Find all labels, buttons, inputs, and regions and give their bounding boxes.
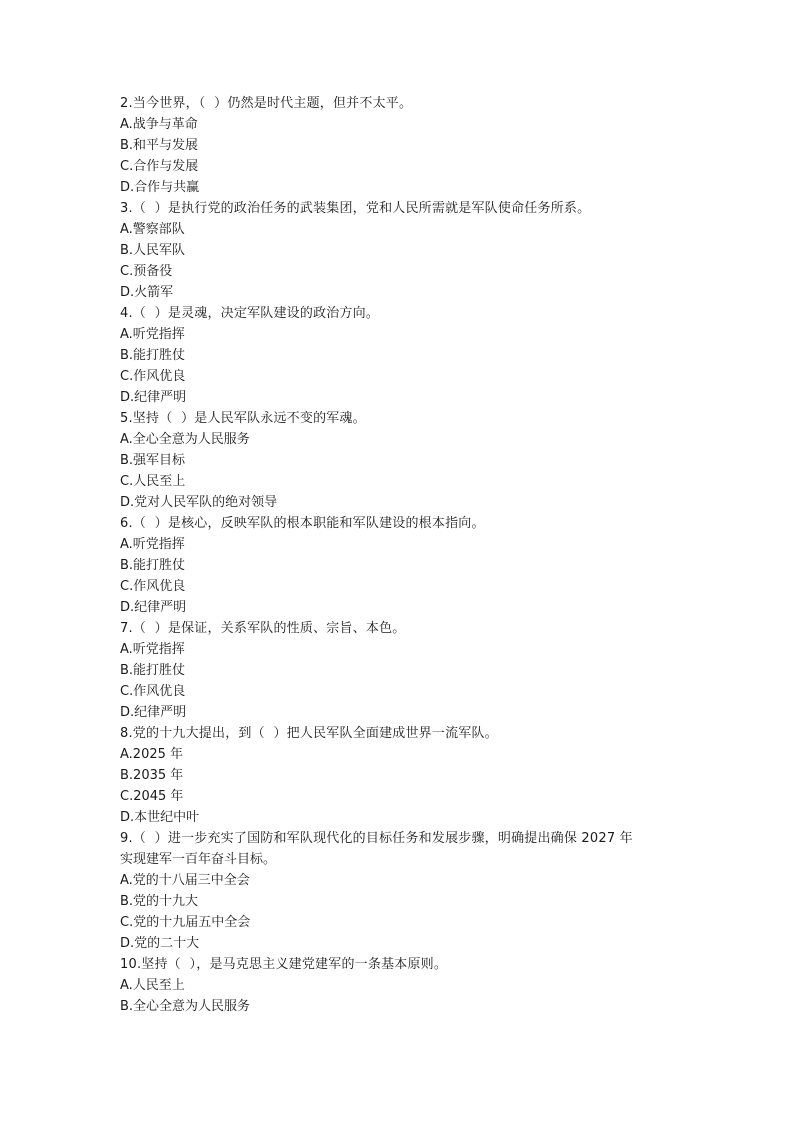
question-stem: 7.（ ）是保证，关系军队的性质、宗旨、本色。 [120,621,406,636]
option: D.党的二十大 [120,936,200,951]
option: B.人民军队 [120,243,186,258]
option: B.和平与发展 [120,138,199,153]
document-page [120,93,720,1017]
option: C.作风优良 [120,684,186,699]
option: D.合作与共赢 [120,180,200,195]
question-stem: 6.（ ）是核心，反映军队的根本职能和军队建设的根本指向。 [120,516,485,531]
option: C.2045 年 [120,789,184,804]
option: A.2025 年 [120,747,184,762]
option: D.纪律严明 [120,705,187,720]
option: A.战争与革命 [120,117,198,132]
option: C.合作与发展 [120,159,199,174]
option: A.听党指挥 [120,327,185,342]
option: B.2035 年 [120,768,184,783]
option: A.党的十八届三中全会 [120,873,250,888]
question-stem: 9.（ ）进一步充实了国防和军队现代化的目标任务和发展步骤，明确提出确保 2027 年 [120,831,633,846]
question-stem-continuation: 实现建军一百年奋斗目标。 [120,852,277,867]
option: B.能打胜仗 [120,558,186,573]
question-stem: 10.坚持（ ），是马克思主义建党建军的一条基本原则。 [120,957,448,972]
option: C.党的十九届五中全会 [120,915,251,930]
option: A.人民至上 [120,978,185,993]
option: B.能打胜仗 [120,348,186,363]
option: D.党对人民军队的绝对领导 [120,495,278,510]
option: B.全心全意为人民服务 [120,999,251,1014]
option: A.全心全意为人民服务 [120,432,250,447]
question-stem: 2.当今世界，（ ）仍然是时代主题，但并不太平。 [120,96,413,111]
question-stem: 4.（ ）是灵魂，决定军队建设的政治方向。 [120,306,380,321]
question-stem: 8.党的十九大提出，到（ ）把人民军队全面建成世界一流军队。 [120,726,498,741]
option: A.听党指挥 [120,642,185,657]
option: D.火箭军 [120,285,174,300]
option: C.人民至上 [120,474,186,489]
question-stem: 3.（ ）是执行党的政治任务的武装集团，党和人民所需就是军队使命任务所系。 [120,201,591,216]
option: C.作风优良 [120,579,186,594]
option: D.本世纪中叶 [120,810,200,825]
option: C.作风优良 [120,369,186,384]
question-stem: 5.坚持（ ）是人民军队永远不变的军魂。 [120,411,366,426]
option: A.警察部队 [120,222,185,237]
option: B.强军目标 [120,453,186,468]
option: D.纪律严明 [120,390,187,405]
option: B.能打胜仗 [120,663,186,678]
option: C.预备役 [120,264,173,279]
option: D.纪律严明 [120,600,187,615]
option: A.听党指挥 [120,537,185,552]
option: B.党的十九大 [120,894,199,909]
